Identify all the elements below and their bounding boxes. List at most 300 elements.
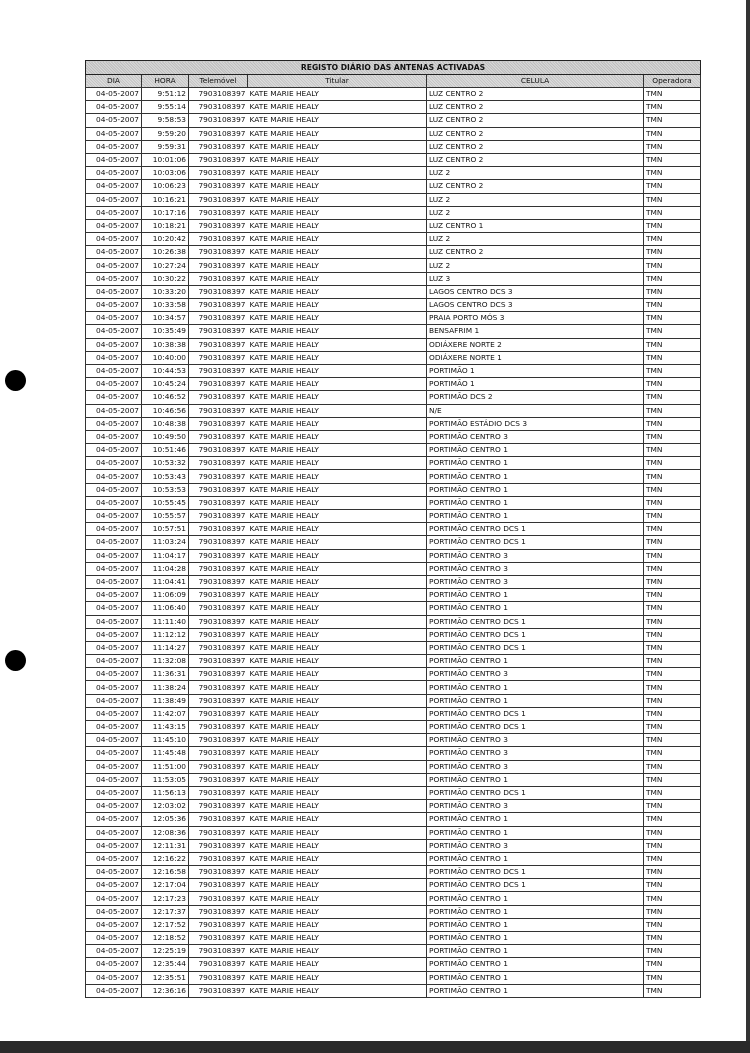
cell-titular: KATE MARIE HEALY (248, 866, 427, 879)
cell-operadora: TMN (644, 167, 701, 180)
cell-dia: 04-05-2007 (86, 325, 142, 338)
cell-operadora: TMN (644, 681, 701, 694)
cell-hora: 12:18:52 (142, 932, 189, 945)
cell-titular: KATE MARIE HEALY (248, 364, 427, 377)
cell-hora: 12:36:16 (142, 984, 189, 997)
cell-telemovel: 7903108397 (189, 773, 248, 786)
cell-titular: KATE MARIE HEALY (248, 496, 427, 509)
cell-titular: KATE MARIE HEALY (248, 747, 427, 760)
cell-celula: PORTIMÃO CENTRO DCS 1 (427, 536, 644, 549)
cell-titular: KATE MARIE HEALY (248, 233, 427, 246)
cell-titular: KATE MARIE HEALY (248, 760, 427, 773)
cell-celula: BENSAFRIM 1 (427, 325, 644, 338)
cell-telemovel: 7903108397 (189, 470, 248, 483)
cell-hora: 10:06:23 (142, 180, 189, 193)
cell-celula: PORTIMÃO CENTRO 1 (427, 496, 644, 509)
cell-titular: KATE MARIE HEALY (248, 430, 427, 443)
cell-celula: PORTIMÃO CENTRO 3 (427, 668, 644, 681)
cell-celula: LUZ 2 (427, 167, 644, 180)
cell-telemovel: 7903108397 (189, 958, 248, 971)
cell-celula: PORTIMÃO CENTRO 1 (427, 813, 644, 826)
table-row (86, 747, 701, 760)
cell-hora: 11:04:28 (142, 562, 189, 575)
cell-dia: 04-05-2007 (86, 786, 142, 799)
cell-hora: 10:53:32 (142, 457, 189, 470)
cell-telemovel: 7903108397 (189, 351, 248, 364)
cell-telemovel: 7903108397 (189, 932, 248, 945)
table-row (86, 549, 701, 562)
cell-titular: KATE MARIE HEALY (248, 707, 427, 720)
cell-hora: 10:44:53 (142, 364, 189, 377)
cell-titular: KATE MARIE HEALY (248, 839, 427, 852)
cell-titular: KATE MARIE HEALY (248, 918, 427, 931)
cell-hora: 11:11:40 (142, 615, 189, 628)
cell-celula: PORTIMÃO 1 (427, 364, 644, 377)
cell-celula: PORTIMÃO CENTRO DCS 1 (427, 707, 644, 720)
cell-hora: 9:55:14 (142, 101, 189, 114)
cell-hora: 11:42:07 (142, 707, 189, 720)
cell-hora: 11:32:08 (142, 655, 189, 668)
cell-hora: 12:16:58 (142, 866, 189, 879)
cell-titular: KATE MARIE HEALY (248, 721, 427, 734)
cell-titular: KATE MARIE HEALY (248, 246, 427, 259)
cell-operadora: TMN (644, 101, 701, 114)
cell-dia: 04-05-2007 (86, 127, 142, 140)
cell-titular: KATE MARIE HEALY (248, 615, 427, 628)
cell-telemovel: 7903108397 (189, 246, 248, 259)
cell-celula: PORTIMÃO DCS 2 (427, 391, 644, 404)
cell-celula: PORTIMÃO CENTRO 1 (427, 694, 644, 707)
table-row (86, 391, 701, 404)
table-row (86, 536, 701, 549)
cell-celula: PORTIMÃO CENTRO 3 (427, 430, 644, 443)
cell-hora: 12:03:02 (142, 800, 189, 813)
cell-titular: KATE MARIE HEALY (248, 510, 427, 523)
cell-telemovel: 7903108397 (189, 760, 248, 773)
cell-titular: KATE MARIE HEALY (248, 641, 427, 654)
cell-hora: 10:53:53 (142, 483, 189, 496)
cell-hora: 10:01:06 (142, 153, 189, 166)
cell-celula: PORTIMÃO CENTRO 1 (427, 958, 644, 971)
cell-telemovel: 7903108397 (189, 483, 248, 496)
cell-telemovel: 7903108397 (189, 589, 248, 602)
cell-titular: KATE MARIE HEALY (248, 153, 427, 166)
cell-celula: LUZ CENTRO 2 (427, 88, 644, 101)
cell-telemovel: 7903108397 (189, 641, 248, 654)
cell-hora: 11:43:15 (142, 721, 189, 734)
cell-operadora: TMN (644, 668, 701, 681)
cell-celula: PORTIMÃO CENTRO DCS 1 (427, 523, 644, 536)
cell-telemovel: 7903108397 (189, 562, 248, 575)
table-row (86, 655, 701, 668)
cell-titular: KATE MARIE HEALY (248, 180, 427, 193)
cell-telemovel: 7903108397 (189, 892, 248, 905)
table-row (86, 734, 701, 747)
cell-hora: 10:20:42 (142, 233, 189, 246)
cell-celula: LUZ CENTRO 2 (427, 153, 644, 166)
cell-dia: 04-05-2007 (86, 918, 142, 931)
cell-dia: 04-05-2007 (86, 470, 142, 483)
cell-dia: 04-05-2007 (86, 496, 142, 509)
cell-telemovel: 7903108397 (189, 510, 248, 523)
cell-celula: PORTIMÃO CENTRO 1 (427, 892, 644, 905)
cell-dia: 04-05-2007 (86, 246, 142, 259)
cell-dia: 04-05-2007 (86, 707, 142, 720)
cell-hora: 12:25:19 (142, 945, 189, 958)
cell-titular: KATE MARIE HEALY (248, 470, 427, 483)
cell-titular: KATE MARIE HEALY (248, 734, 427, 747)
cell-telemovel: 7903108397 (189, 338, 248, 351)
cell-operadora: TMN (644, 88, 701, 101)
cell-titular: KATE MARIE HEALY (248, 813, 427, 826)
cell-telemovel: 7903108397 (189, 971, 248, 984)
cell-operadora: TMN (644, 641, 701, 654)
cell-operadora: TMN (644, 404, 701, 417)
table-row (86, 88, 701, 101)
cell-hora: 10:40:00 (142, 351, 189, 364)
cell-titular: KATE MARIE HEALY (248, 932, 427, 945)
cell-operadora: TMN (644, 312, 701, 325)
cell-operadora: TMN (644, 747, 701, 760)
cell-operadora: TMN (644, 734, 701, 747)
table-row (86, 153, 701, 166)
cell-celula: PORTIMÃO CENTRO 1 (427, 918, 644, 931)
cell-celula: PORTIMÃO CENTRO 1 (427, 945, 644, 958)
cell-titular: KATE MARIE HEALY (248, 88, 427, 101)
column-header-titular: Titular (248, 75, 427, 88)
cell-telemovel: 7903108397 (189, 984, 248, 997)
cell-titular: KATE MARIE HEALY (248, 681, 427, 694)
cell-dia: 04-05-2007 (86, 536, 142, 549)
cell-celula: LUZ 2 (427, 233, 644, 246)
column-header-celula: CELULA (427, 75, 644, 88)
table-row (86, 786, 701, 799)
cell-hora: 11:06:40 (142, 602, 189, 615)
cell-celula: PORTIMÃO CENTRO 3 (427, 734, 644, 747)
table-row (86, 127, 701, 140)
cell-titular: KATE MARIE HEALY (248, 575, 427, 588)
table-row (86, 800, 701, 813)
cell-operadora: TMN (644, 127, 701, 140)
cell-operadora: TMN (644, 984, 701, 997)
cell-celula: PORTIMÃO CENTRO 3 (427, 800, 644, 813)
cell-telemovel: 7903108397 (189, 575, 248, 588)
cell-hora: 11:12:12 (142, 628, 189, 641)
cell-titular: KATE MARIE HEALY (248, 549, 427, 562)
cell-telemovel: 7903108397 (189, 945, 248, 958)
table-row (86, 457, 701, 470)
cell-dia: 04-05-2007 (86, 971, 142, 984)
cell-dia: 04-05-2007 (86, 219, 142, 232)
cell-titular: KATE MARIE HEALY (248, 167, 427, 180)
cell-hora: 10:26:38 (142, 246, 189, 259)
cell-hora: 11:53:05 (142, 773, 189, 786)
cell-telemovel: 7903108397 (189, 905, 248, 918)
table-row (86, 932, 701, 945)
cell-operadora: TMN (644, 786, 701, 799)
cell-hora: 10:55:45 (142, 496, 189, 509)
cell-dia: 04-05-2007 (86, 364, 142, 377)
table-row (86, 628, 701, 641)
table-title: REGISTO DIÁRIO DAS ANTENAS ACTIVADAS (86, 61, 701, 75)
cell-operadora: TMN (644, 721, 701, 734)
cell-operadora: TMN (644, 153, 701, 166)
cell-hora: 10:53:43 (142, 470, 189, 483)
cell-hora: 9:59:31 (142, 140, 189, 153)
cell-titular: KATE MARIE HEALY (248, 483, 427, 496)
cell-hora: 11:04:41 (142, 575, 189, 588)
cell-titular: KATE MARIE HEALY (248, 852, 427, 865)
cell-titular: KATE MARIE HEALY (248, 417, 427, 430)
cell-operadora: TMN (644, 800, 701, 813)
table-row (86, 668, 701, 681)
cell-dia: 04-05-2007 (86, 101, 142, 114)
cell-operadora: TMN (644, 259, 701, 272)
cell-celula: ODIÁXERE NORTE 1 (427, 351, 644, 364)
cell-telemovel: 7903108397 (189, 734, 248, 747)
cell-titular: KATE MARIE HEALY (248, 299, 427, 312)
cell-telemovel: 7903108397 (189, 127, 248, 140)
cell-hora: 12:17:04 (142, 879, 189, 892)
antenna-log-table (85, 60, 701, 998)
table-row (86, 206, 701, 219)
cell-hora: 11:06:09 (142, 589, 189, 602)
cell-hora: 12:35:51 (142, 971, 189, 984)
cell-celula: PORTIMÃO CENTRO 1 (427, 681, 644, 694)
cell-telemovel: 7903108397 (189, 88, 248, 101)
cell-operadora: TMN (644, 378, 701, 391)
cell-dia: 04-05-2007 (86, 444, 142, 457)
cell-titular: KATE MARIE HEALY (248, 193, 427, 206)
cell-titular: KATE MARIE HEALY (248, 285, 427, 298)
cell-celula: PORTIMÃO CENTRO 3 (427, 549, 644, 562)
cell-dia: 04-05-2007 (86, 945, 142, 958)
cell-hora: 12:17:52 (142, 918, 189, 931)
cell-titular: KATE MARIE HEALY (248, 259, 427, 272)
table-row (86, 299, 701, 312)
cell-titular: KATE MARIE HEALY (248, 219, 427, 232)
table-row (86, 839, 701, 852)
cell-dia: 04-05-2007 (86, 575, 142, 588)
cell-dia: 04-05-2007 (86, 826, 142, 839)
cell-telemovel: 7903108397 (189, 153, 248, 166)
cell-dia: 04-05-2007 (86, 140, 142, 153)
cell-hora: 11:45:10 (142, 734, 189, 747)
cell-dia: 04-05-2007 (86, 813, 142, 826)
table-row (86, 219, 701, 232)
cell-hora: 9:59:20 (142, 127, 189, 140)
cell-operadora: TMN (644, 193, 701, 206)
cell-operadora: TMN (644, 391, 701, 404)
cell-celula: N/E (427, 404, 644, 417)
cell-hora: 10:30:22 (142, 272, 189, 285)
table-row (86, 852, 701, 865)
table-row (86, 259, 701, 272)
cell-dia: 04-05-2007 (86, 299, 142, 312)
cell-celula: PORTIMÃO CENTRO 3 (427, 562, 644, 575)
table-row (86, 562, 701, 575)
cell-celula: PORTIMÃO CENTRO 3 (427, 575, 644, 588)
cell-operadora: TMN (644, 285, 701, 298)
cell-celula: PORTIMÃO CENTRO DCS 1 (427, 866, 644, 879)
cell-dia: 04-05-2007 (86, 773, 142, 786)
cell-telemovel: 7903108397 (189, 681, 248, 694)
cell-operadora: TMN (644, 536, 701, 549)
cell-telemovel: 7903108397 (189, 167, 248, 180)
cell-titular: KATE MARIE HEALY (248, 312, 427, 325)
cell-hora: 10:51:46 (142, 444, 189, 457)
cell-dia: 04-05-2007 (86, 721, 142, 734)
cell-hora: 10:03:06 (142, 167, 189, 180)
cell-telemovel: 7903108397 (189, 602, 248, 615)
cell-celula: LUZ CENTRO 2 (427, 246, 644, 259)
cell-dia: 04-05-2007 (86, 180, 142, 193)
cell-dia: 04-05-2007 (86, 391, 142, 404)
cell-operadora: TMN (644, 773, 701, 786)
cell-dia: 04-05-2007 (86, 760, 142, 773)
cell-dia: 04-05-2007 (86, 800, 142, 813)
cell-celula: PORTIMÃO CENTRO 3 (427, 839, 644, 852)
cell-celula: PORTIMÃO CENTRO DCS 1 (427, 721, 644, 734)
cell-titular: KATE MARIE HEALY (248, 338, 427, 351)
cell-telemovel: 7903108397 (189, 219, 248, 232)
cell-operadora: TMN (644, 338, 701, 351)
cell-operadora: TMN (644, 219, 701, 232)
table-row (86, 523, 701, 536)
cell-celula: PORTIMÃO 1 (427, 378, 644, 391)
cell-operadora: TMN (644, 932, 701, 945)
cell-titular: KATE MARIE HEALY (248, 879, 427, 892)
cell-hora: 10:35:49 (142, 325, 189, 338)
cell-celula: PORTIMÃO CENTRO 1 (427, 984, 644, 997)
cell-operadora: TMN (644, 523, 701, 536)
cell-titular: KATE MARIE HEALY (248, 905, 427, 918)
cell-dia: 04-05-2007 (86, 958, 142, 971)
cell-hora: 11:36:31 (142, 668, 189, 681)
cell-dia: 04-05-2007 (86, 193, 142, 206)
cell-hora: 11:56:13 (142, 786, 189, 799)
cell-telemovel: 7903108397 (189, 866, 248, 879)
cell-telemovel: 7903108397 (189, 325, 248, 338)
cell-titular: KATE MARIE HEALY (248, 668, 427, 681)
cell-dia: 04-05-2007 (86, 892, 142, 905)
cell-dia: 04-05-2007 (86, 866, 142, 879)
cell-telemovel: 7903108397 (189, 826, 248, 839)
cell-operadora: TMN (644, 325, 701, 338)
cell-hora: 9:58:53 (142, 114, 189, 127)
cell-operadora: TMN (644, 549, 701, 562)
table-row (86, 180, 701, 193)
cell-operadora: TMN (644, 575, 701, 588)
cell-hora: 11:38:49 (142, 694, 189, 707)
cell-dia: 04-05-2007 (86, 641, 142, 654)
cell-titular: KATE MARIE HEALY (248, 378, 427, 391)
cell-celula: LUZ 2 (427, 206, 644, 219)
cell-titular: KATE MARIE HEALY (248, 971, 427, 984)
cell-dia: 04-05-2007 (86, 879, 142, 892)
table-row (86, 694, 701, 707)
cell-operadora: TMN (644, 602, 701, 615)
cell-titular: KATE MARIE HEALY (248, 562, 427, 575)
cell-celula: PORTIMÃO CENTRO 3 (427, 747, 644, 760)
cell-dia: 04-05-2007 (86, 285, 142, 298)
cell-celula: LUZ CENTRO 1 (427, 219, 644, 232)
table-row (86, 813, 701, 826)
cell-operadora: TMN (644, 496, 701, 509)
cell-celula: PORTIMÃO CENTRO 1 (427, 971, 644, 984)
cell-telemovel: 7903108397 (189, 444, 248, 457)
table-row (86, 378, 701, 391)
cell-operadora: TMN (644, 470, 701, 483)
table-row (86, 483, 701, 496)
cell-dia: 04-05-2007 (86, 905, 142, 918)
table-row (86, 575, 701, 588)
table-row (86, 879, 701, 892)
table-row (86, 721, 701, 734)
cell-operadora: TMN (644, 444, 701, 457)
cell-dia: 04-05-2007 (86, 589, 142, 602)
table-row (86, 430, 701, 443)
cell-dia: 04-05-2007 (86, 668, 142, 681)
cell-celula: PORTIMÃO CENTRO 1 (427, 826, 644, 839)
cell-telemovel: 7903108397 (189, 694, 248, 707)
cell-titular: KATE MARIE HEALY (248, 523, 427, 536)
cell-celula: PORTIMÃO CENTRO DCS 1 (427, 615, 644, 628)
cell-dia: 04-05-2007 (86, 272, 142, 285)
cell-celula: LUZ CENTRO 2 (427, 101, 644, 114)
cell-operadora: TMN (644, 760, 701, 773)
cell-telemovel: 7903108397 (189, 193, 248, 206)
cell-hora: 12:08:36 (142, 826, 189, 839)
cell-telemovel: 7903108397 (189, 312, 248, 325)
cell-dia: 04-05-2007 (86, 839, 142, 852)
cell-titular: KATE MARIE HEALY (248, 694, 427, 707)
table-row (86, 602, 701, 615)
cell-titular: KATE MARIE HEALY (248, 351, 427, 364)
table-row (86, 404, 701, 417)
cell-dia: 04-05-2007 (86, 549, 142, 562)
cell-operadora: TMN (644, 628, 701, 641)
cell-celula: PORTIMÃO CENTRO 1 (427, 510, 644, 523)
cell-dia: 04-05-2007 (86, 510, 142, 523)
cell-operadora: TMN (644, 180, 701, 193)
cell-celula: PORTIMÃO CENTRO DCS 1 (427, 641, 644, 654)
cell-telemovel: 7903108397 (189, 747, 248, 760)
cell-telemovel: 7903108397 (189, 668, 248, 681)
cell-operadora: TMN (644, 206, 701, 219)
cell-telemovel: 7903108397 (189, 852, 248, 865)
cell-dia: 04-05-2007 (86, 233, 142, 246)
cell-celula: PORTIMÃO CENTRO 1 (427, 457, 644, 470)
cell-operadora: TMN (644, 971, 701, 984)
table-row (86, 233, 701, 246)
cell-titular: KATE MARIE HEALY (248, 325, 427, 338)
table-row (86, 101, 701, 114)
cell-telemovel: 7903108397 (189, 918, 248, 931)
cell-operadora: TMN (644, 813, 701, 826)
cell-hora: 10:34:57 (142, 312, 189, 325)
cell-hora: 12:17:23 (142, 892, 189, 905)
cell-operadora: TMN (644, 562, 701, 575)
cell-operadora: TMN (644, 958, 701, 971)
scan-edge (746, 0, 750, 1053)
cell-hora: 11:45:48 (142, 747, 189, 760)
cell-dia: 04-05-2007 (86, 483, 142, 496)
cell-telemovel: 7903108397 (189, 259, 248, 272)
cell-operadora: TMN (644, 852, 701, 865)
cell-hora: 12:17:37 (142, 905, 189, 918)
cell-titular: KATE MARIE HEALY (248, 140, 427, 153)
